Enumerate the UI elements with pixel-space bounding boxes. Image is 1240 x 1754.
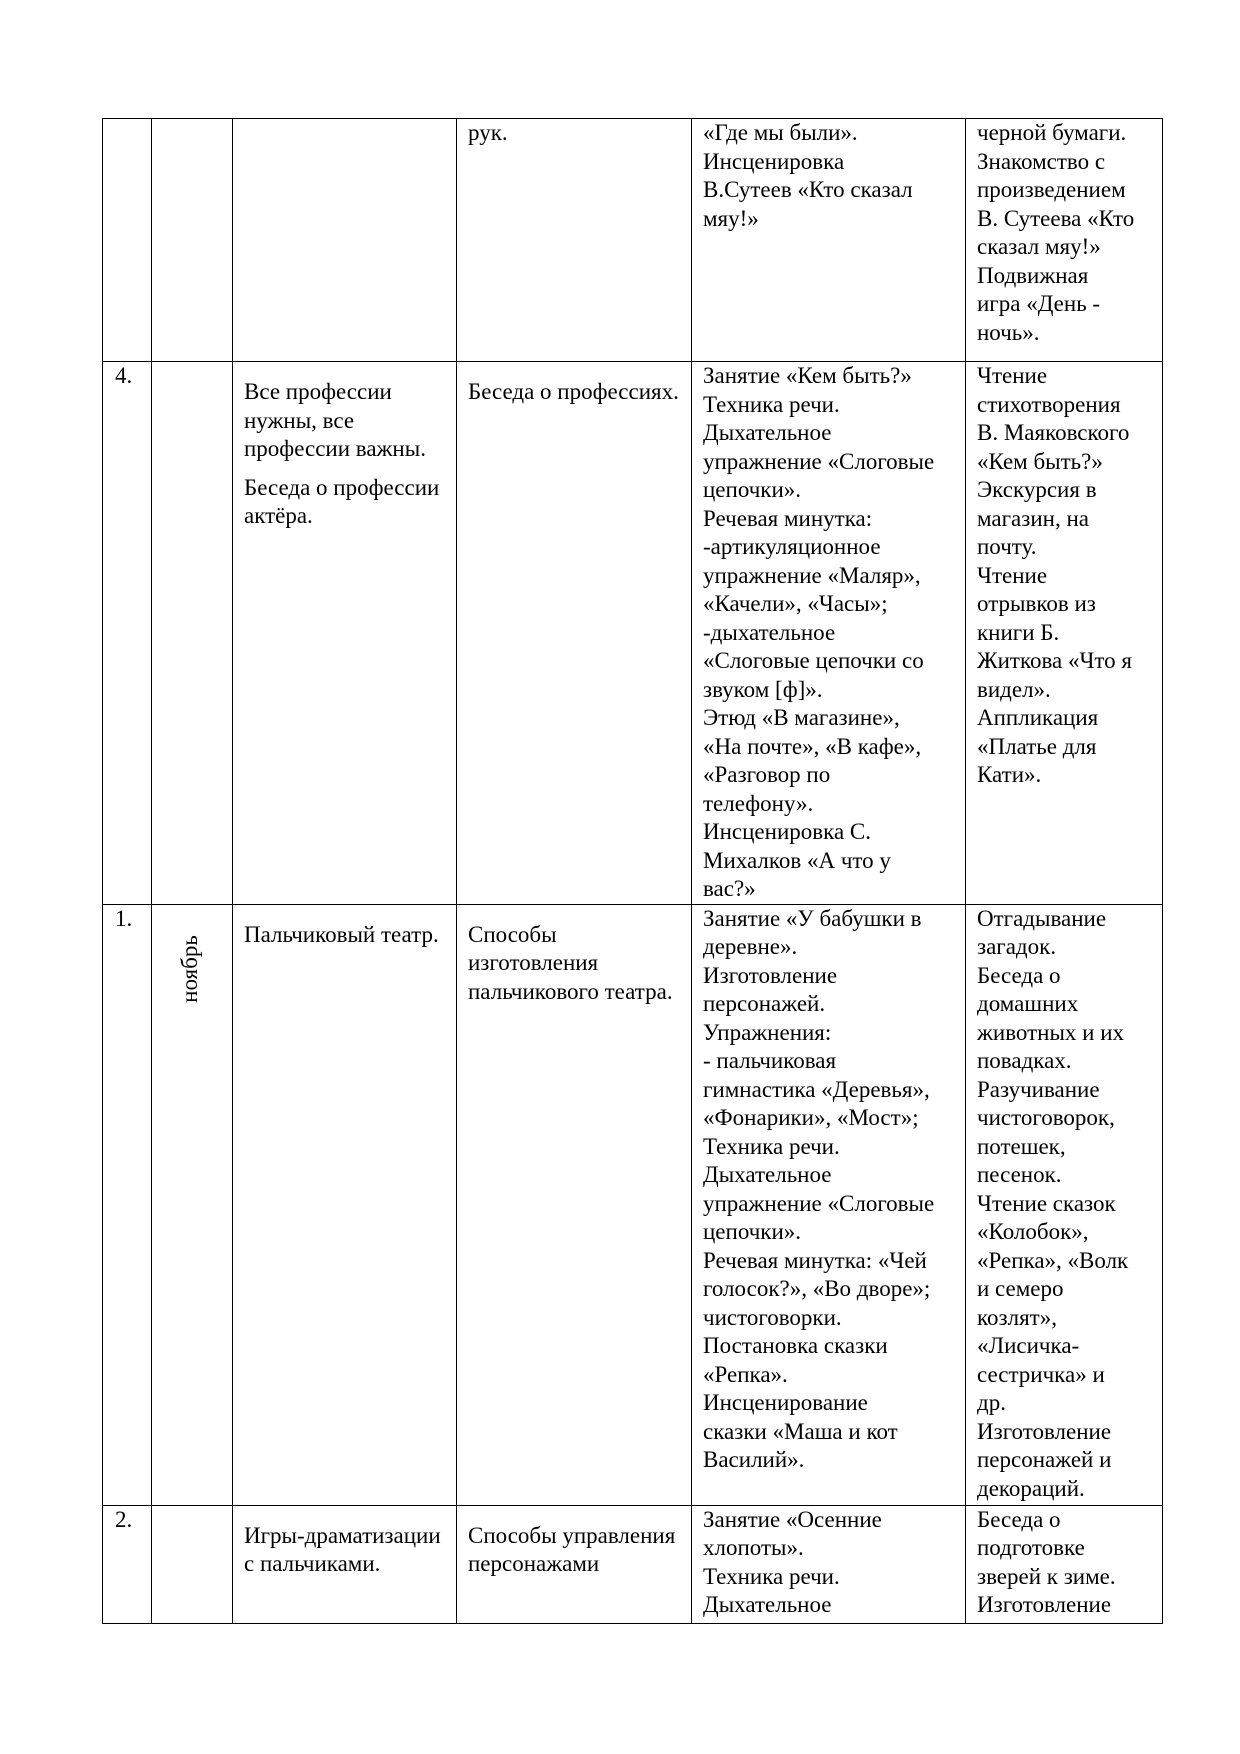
cell-line: потешек,	[977, 1133, 1066, 1159]
cell-line: упражнение «Слоговые	[703, 448, 935, 474]
cell-line: хлопоты».	[703, 1535, 804, 1560]
cell-line: «Разговор по	[703, 762, 831, 787]
cell-line: Беседа о	[977, 1506, 1061, 1532]
cell-line: отрывков из	[977, 591, 1096, 616]
row-number-cell	[103, 362, 152, 905]
cell-line: «Репка».	[703, 1361, 788, 1387]
cell-line: подготовке	[977, 1535, 1085, 1560]
cell-line: Инсценировка	[703, 148, 845, 174]
extra-cell	[966, 904, 1163, 1505]
cell-line: гимнастика «Деревья»,	[703, 1076, 930, 1102]
cell-line: Разучивание	[977, 1076, 1100, 1102]
extra-cell	[966, 362, 1163, 905]
row-number-cell	[103, 1505, 152, 1623]
cell-line: Занятие «Осенние	[703, 1506, 882, 1532]
cell-line: мяу!»	[703, 205, 759, 231]
cell-line: Дыхательное	[703, 420, 832, 445]
cell-line: Изготовление	[977, 1418, 1112, 1444]
cell-line: Изготовление	[703, 962, 838, 988]
cell-line: Подвижная	[977, 262, 1089, 288]
cell-line: Михалков «А что у	[703, 847, 891, 873]
month-label: ноябрь	[176, 934, 202, 1003]
topic-cell	[233, 904, 457, 1505]
cell-line: Этюд «В магазине»,	[703, 705, 900, 730]
practice-cell	[692, 119, 966, 362]
table-row	[103, 119, 1163, 362]
cell-paragraph: Беседа о профессиях.	[468, 379, 679, 404]
cell-line: персонажей и	[977, 1447, 1112, 1472]
cell-paragraph: Пальчиковый театр.	[244, 921, 439, 947]
topic-cell	[233, 1505, 457, 1623]
lesson-plan-table	[102, 118, 1163, 1624]
cell-line: -дыхательное	[703, 619, 836, 645]
cell-line: «Качели», «Часы»;	[703, 591, 888, 616]
cell-line: стихотворения	[977, 391, 1121, 417]
month-cell	[152, 362, 233, 905]
cell-line: Аппликация	[977, 705, 1099, 730]
cell-line: Чтение сказок	[977, 1190, 1116, 1216]
cell-line: В.Сутеев «Кто сказал	[703, 177, 913, 202]
cell-line: черной бумаги.	[977, 120, 1127, 145]
cell-line: телефону».	[703, 790, 814, 816]
cell-line: др.	[977, 1390, 1006, 1415]
cell-line: козлят»,	[977, 1304, 1057, 1330]
cell-line: цепочки».	[703, 477, 802, 502]
cell-line: «Где мы были».	[703, 120, 858, 145]
topic-cell	[233, 362, 457, 905]
cell-line: «Кем быть?»	[977, 448, 1103, 474]
extra-cell	[966, 1505, 1163, 1623]
cell-paragraph: Способы изготовления пальчикового театра.	[468, 921, 673, 1004]
cell-line: - пальчиковая	[703, 1048, 837, 1073]
cell-line: Дыхательное	[703, 1162, 832, 1187]
extra-cell	[966, 119, 1163, 362]
cell-line: животных и их	[977, 1019, 1125, 1045]
cell-line: Речевая минутка:	[703, 505, 873, 531]
cell-line: «Платье для	[977, 733, 1097, 759]
cell-line: деревне».	[703, 934, 798, 959]
table-row	[103, 362, 1163, 905]
cell-line: звуком [ф]».	[703, 676, 823, 702]
cell-line: видел».	[977, 676, 1051, 702]
cell-paragraph: Беседа о профессии актёра.	[244, 474, 440, 528]
row-number-cell	[103, 119, 152, 362]
cell-line: и семеро	[977, 1276, 1064, 1301]
cell-line: сказки «Маша и кот	[703, 1418, 898, 1444]
cell-line: «Слоговые цепочки со	[703, 648, 924, 673]
theory-cell	[457, 1505, 692, 1623]
practice-cell	[692, 904, 966, 1505]
cell-line: книги Б.	[977, 619, 1060, 645]
cell-line: -артикуляционное	[703, 534, 881, 559]
cell-line: «Лисичка-	[977, 1333, 1080, 1358]
cell-line: В. Сутеева «Кто	[977, 205, 1135, 231]
cell-line: повадках.	[977, 1048, 1072, 1073]
table-row	[103, 1505, 1163, 1623]
cell-line: Инсценирование	[703, 1390, 868, 1415]
cell-paragraph: рук.	[468, 120, 508, 145]
row-number: 2.	[115, 1506, 133, 1532]
practice-cell	[692, 1505, 966, 1623]
cell-line: Изготовление	[977, 1592, 1112, 1617]
cell-line: цепочки».	[703, 1219, 802, 1244]
cell-line: Упражнения:	[703, 1019, 832, 1045]
cell-line: Техника речи.	[703, 1133, 840, 1159]
cell-line: вас?»	[703, 876, 756, 901]
theory-cell	[457, 904, 692, 1505]
cell-line: сестричка» и	[977, 1361, 1105, 1387]
cell-line: Техника речи.	[703, 391, 840, 417]
month-cell	[152, 904, 233, 1505]
cell-line: Чтение	[977, 363, 1048, 388]
cell-line: Инсценировка С.	[703, 819, 871, 844]
cell-paragraph: Все профессии нужны, все профессии важны.	[244, 379, 426, 461]
cell-line: Беседа о	[977, 962, 1061, 988]
cell-paragraph: Способы управления персонажами	[468, 1522, 676, 1576]
cell-line: Знакомство с	[977, 148, 1106, 174]
cell-line: персонажей.	[703, 991, 826, 1016]
month-cell	[152, 1505, 233, 1623]
cell-line: упражнение «Маляр»,	[703, 562, 921, 588]
row-number-cell	[103, 904, 152, 1505]
cell-line: декораций.	[977, 1475, 1085, 1501]
practice-cell	[692, 362, 966, 905]
cell-line: В. Маяковского	[977, 420, 1130, 445]
cell-line: Занятие «У бабушки в	[703, 905, 922, 931]
cell-line: Постановка сказки	[703, 1333, 888, 1358]
cell-line: зверей к зиме.	[977, 1563, 1116, 1589]
cell-line: сказал мяу!»	[977, 234, 1101, 259]
cell-line: Кати».	[977, 762, 1042, 787]
cell-line: Техника речи.	[703, 1563, 840, 1589]
topic-cell	[233, 119, 457, 362]
cell-line: Чтение	[977, 562, 1048, 588]
cell-line: «Репка», «Волк	[977, 1247, 1129, 1273]
cell-line: Занятие «Кем быть?»	[703, 363, 912, 388]
cell-line: Житкова «Что я	[977, 648, 1133, 673]
theory-cell	[457, 362, 692, 905]
cell-line: голосок?», «Во дворе»;	[703, 1276, 931, 1301]
cell-line: чистоговорки.	[703, 1304, 842, 1330]
cell-line: чистоговорок,	[977, 1105, 1115, 1130]
cell-line: произведением	[977, 177, 1126, 202]
cell-line: ночь».	[977, 319, 1040, 345]
cell-line: песенок.	[977, 1162, 1062, 1187]
row-number: 4.	[115, 363, 133, 388]
cell-paragraph: Игры-драматизации с пальчиками.	[244, 1522, 441, 1576]
cell-line: загадок.	[977, 934, 1057, 959]
cell-line: «Колобок»,	[977, 1219, 1089, 1244]
row-number: 1.	[115, 905, 133, 931]
cell-line: Речевая минутка: «Чей	[703, 1247, 927, 1273]
cell-line: почту.	[977, 534, 1037, 559]
theory-cell	[457, 119, 692, 362]
cell-line: Василий».	[703, 1447, 805, 1472]
cell-line: игра «День -	[977, 291, 1101, 316]
cell-line: Отгадывание	[977, 905, 1107, 931]
cell-line: Дыхательное	[703, 1592, 832, 1617]
month-cell	[152, 119, 233, 362]
table-row	[103, 904, 1163, 1505]
cell-line: «На почте», «В кафе»,	[703, 733, 922, 759]
cell-line: упражнение «Слоговые	[703, 1190, 935, 1216]
cell-line: «Фонарики», «Мост»;	[703, 1105, 919, 1130]
cell-line: магазин, на	[977, 505, 1089, 531]
cell-line: Экскурсия в	[977, 477, 1097, 502]
cell-line: домашних	[977, 991, 1079, 1016]
